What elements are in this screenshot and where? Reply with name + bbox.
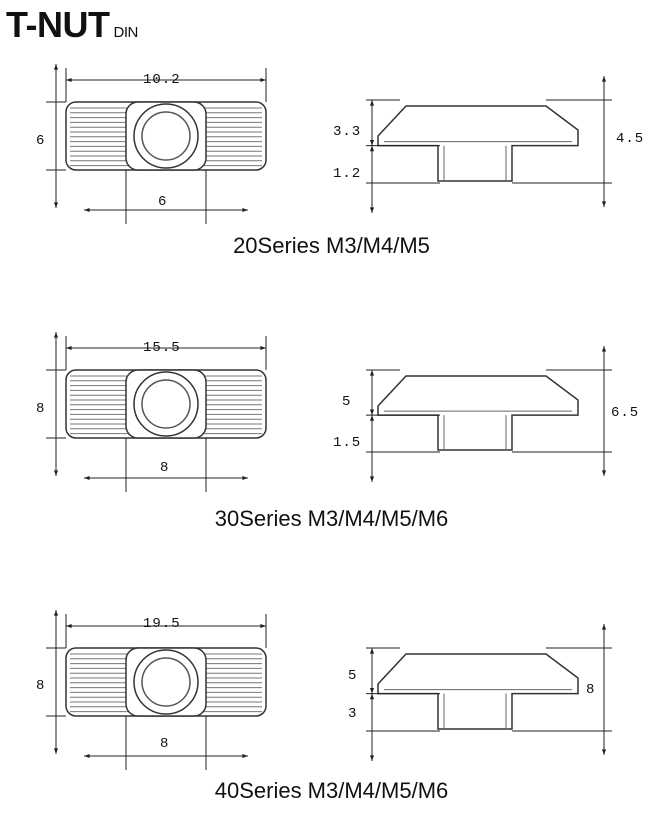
series-30-upper-label: 5 [342,394,352,410]
series-40-total-dim-arrowhead [602,624,606,630]
series-40-hole-dim-arrowhead [242,754,248,758]
series-40-total-dim-arrowhead [602,749,606,755]
series-30-lower-label: 1.5 [333,435,362,451]
series-40-upper-label: 5 [348,668,358,684]
series-30-caption: 30Series M3/M4/M5/M6 [214,506,449,531]
series-30-height-label: 8 [36,401,46,417]
series-30-total-label: 6.5 [611,405,640,421]
series-20-total-label: 4.5 [616,131,645,147]
series-30-width-label: 15.5 [143,340,181,356]
series-40-upper-dim-arrowhead [370,648,374,654]
series-40-height-dim-arrowhead [54,748,58,754]
series-40-width-dim-arrowhead [66,624,72,628]
series-20-lower-label: 1.2 [333,166,362,182]
series-40-height-label: 8 [36,678,46,694]
series-20-width-label: 10.2 [143,72,181,88]
title-sub: DIN [113,24,138,41]
series-40-lower-label: 3 [348,706,358,722]
title-main: T-NUT [6,4,110,45]
series-40-hole-inner [142,658,190,706]
series-40-width-label: 19.5 [143,616,181,632]
series-40-lower-dim-arrowhead [370,694,374,700]
series-40-hole-dim-arrowhead [84,754,90,758]
series-40-height-dim-arrowhead [54,610,58,616]
series-20-height-label: 6 [36,133,46,149]
series-20-upper-label: 3.3 [333,124,362,140]
series-40-upper-dim-arrowhead [370,688,374,694]
series-40-caption: 40Series M3/M4/M5/M6 [214,778,449,803]
series-40-lower-dim-arrowhead [370,755,374,761]
series-20-hole-label: 6 [158,194,168,210]
series-40-side-profile [378,654,578,729]
series-40-total-label: 8 [586,682,596,698]
series-20-caption: 20Series M3/M4/M5 [233,233,430,258]
series-40-width-dim-arrowhead [260,624,266,628]
series-30-hole-label: 8 [160,460,170,476]
series-40-hole-label: 8 [160,736,170,752]
